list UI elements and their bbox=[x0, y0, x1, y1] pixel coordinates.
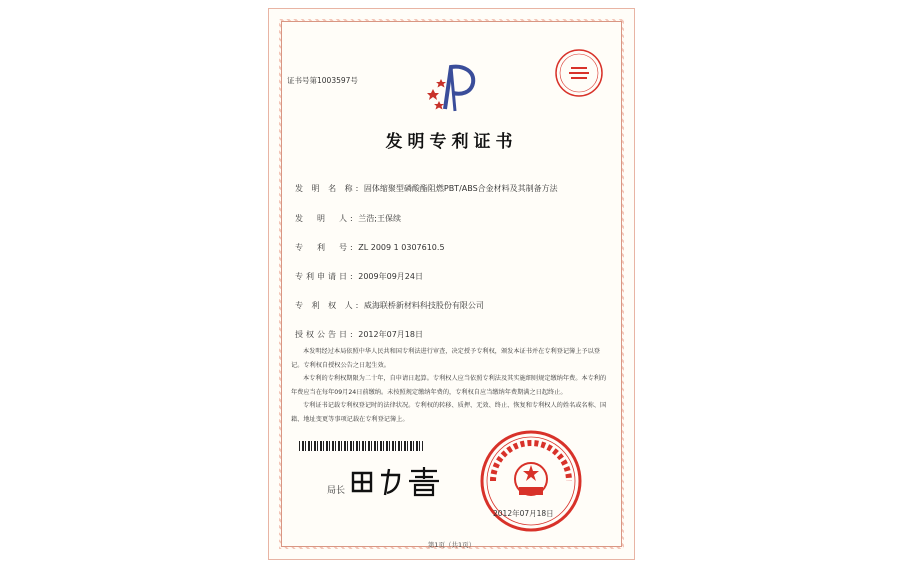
certificate-title: 发明专利证书 bbox=[385, 132, 518, 152]
grant-date-value: 2012年07月18日 bbox=[358, 330, 423, 339]
grant-date-row bbox=[295, 329, 423, 340]
special-patent-seal-icon bbox=[553, 47, 605, 99]
invention-name-row bbox=[295, 183, 558, 194]
filing-date-value: 2009年09月24日 bbox=[358, 272, 423, 281]
certificate-body-paragraph-3: 专利证书记载专利权登记时的法律状况。专利权的转移、质押、无效、终止、恢复和专利权人的姓名或名称、国籍、地址变更等事项记载在专利登记簿上。 bbox=[291, 402, 607, 423]
inventor-label: 发 明 人: bbox=[295, 214, 356, 223]
patent-number-value: ZL 2009 1 0307610.5 bbox=[358, 243, 445, 252]
patent-office-logo-icon bbox=[423, 59, 485, 117]
grant-date-label: 授权公告日: bbox=[295, 330, 356, 339]
certificate-body-paragraph-1: 本发明经过本局依照中华人民共和国专利法进行审查，决定授予专利权，颁发本证书并在专利登记簿上予以登记。专利权自授权公告之日起生效。 bbox=[291, 348, 600, 369]
seal-date: 2012年07月18日 bbox=[493, 509, 554, 518]
patentee-row bbox=[295, 300, 484, 311]
inventor-value: 兰浩;王保续 bbox=[358, 214, 401, 223]
director-label: 局长 bbox=[327, 486, 346, 496]
director-signature bbox=[347, 465, 447, 499]
filing-date-label: 专利申请日: bbox=[295, 272, 356, 281]
page-footer: 第1页（共1页） bbox=[427, 541, 476, 549]
invention-name-value: 固体缩聚型磷酸酯阻燃PBT/ABS合金材料及其制备方法 bbox=[363, 184, 558, 193]
patent-number-row bbox=[295, 242, 445, 253]
certificate-body-paragraph-2: 本专利的专利权期限为二十年，自申请日起算。专利权人应当依照专利法及其实施细则规定缴纳年费。本专利的年费应当在每年09月24日前缴纳。未按照规定缴纳年费的，专利权自应当缴纳年费期满之日起终止。 bbox=[291, 375, 607, 396]
patent-certificate bbox=[268, 8, 635, 560]
patentee-value: 威海联桥新材料科技股份有限公司 bbox=[363, 301, 484, 310]
barcode bbox=[299, 441, 423, 451]
patent-number-label: 专 利 号: bbox=[295, 243, 356, 252]
certificate-number: 证书号第1003597号 bbox=[287, 76, 358, 85]
inventor-row bbox=[295, 213, 401, 224]
patentee-label: 专 利 权 人: bbox=[295, 301, 362, 310]
filing-date-row bbox=[295, 271, 423, 282]
invention-name-label: 发 明 名 称: bbox=[295, 184, 362, 193]
